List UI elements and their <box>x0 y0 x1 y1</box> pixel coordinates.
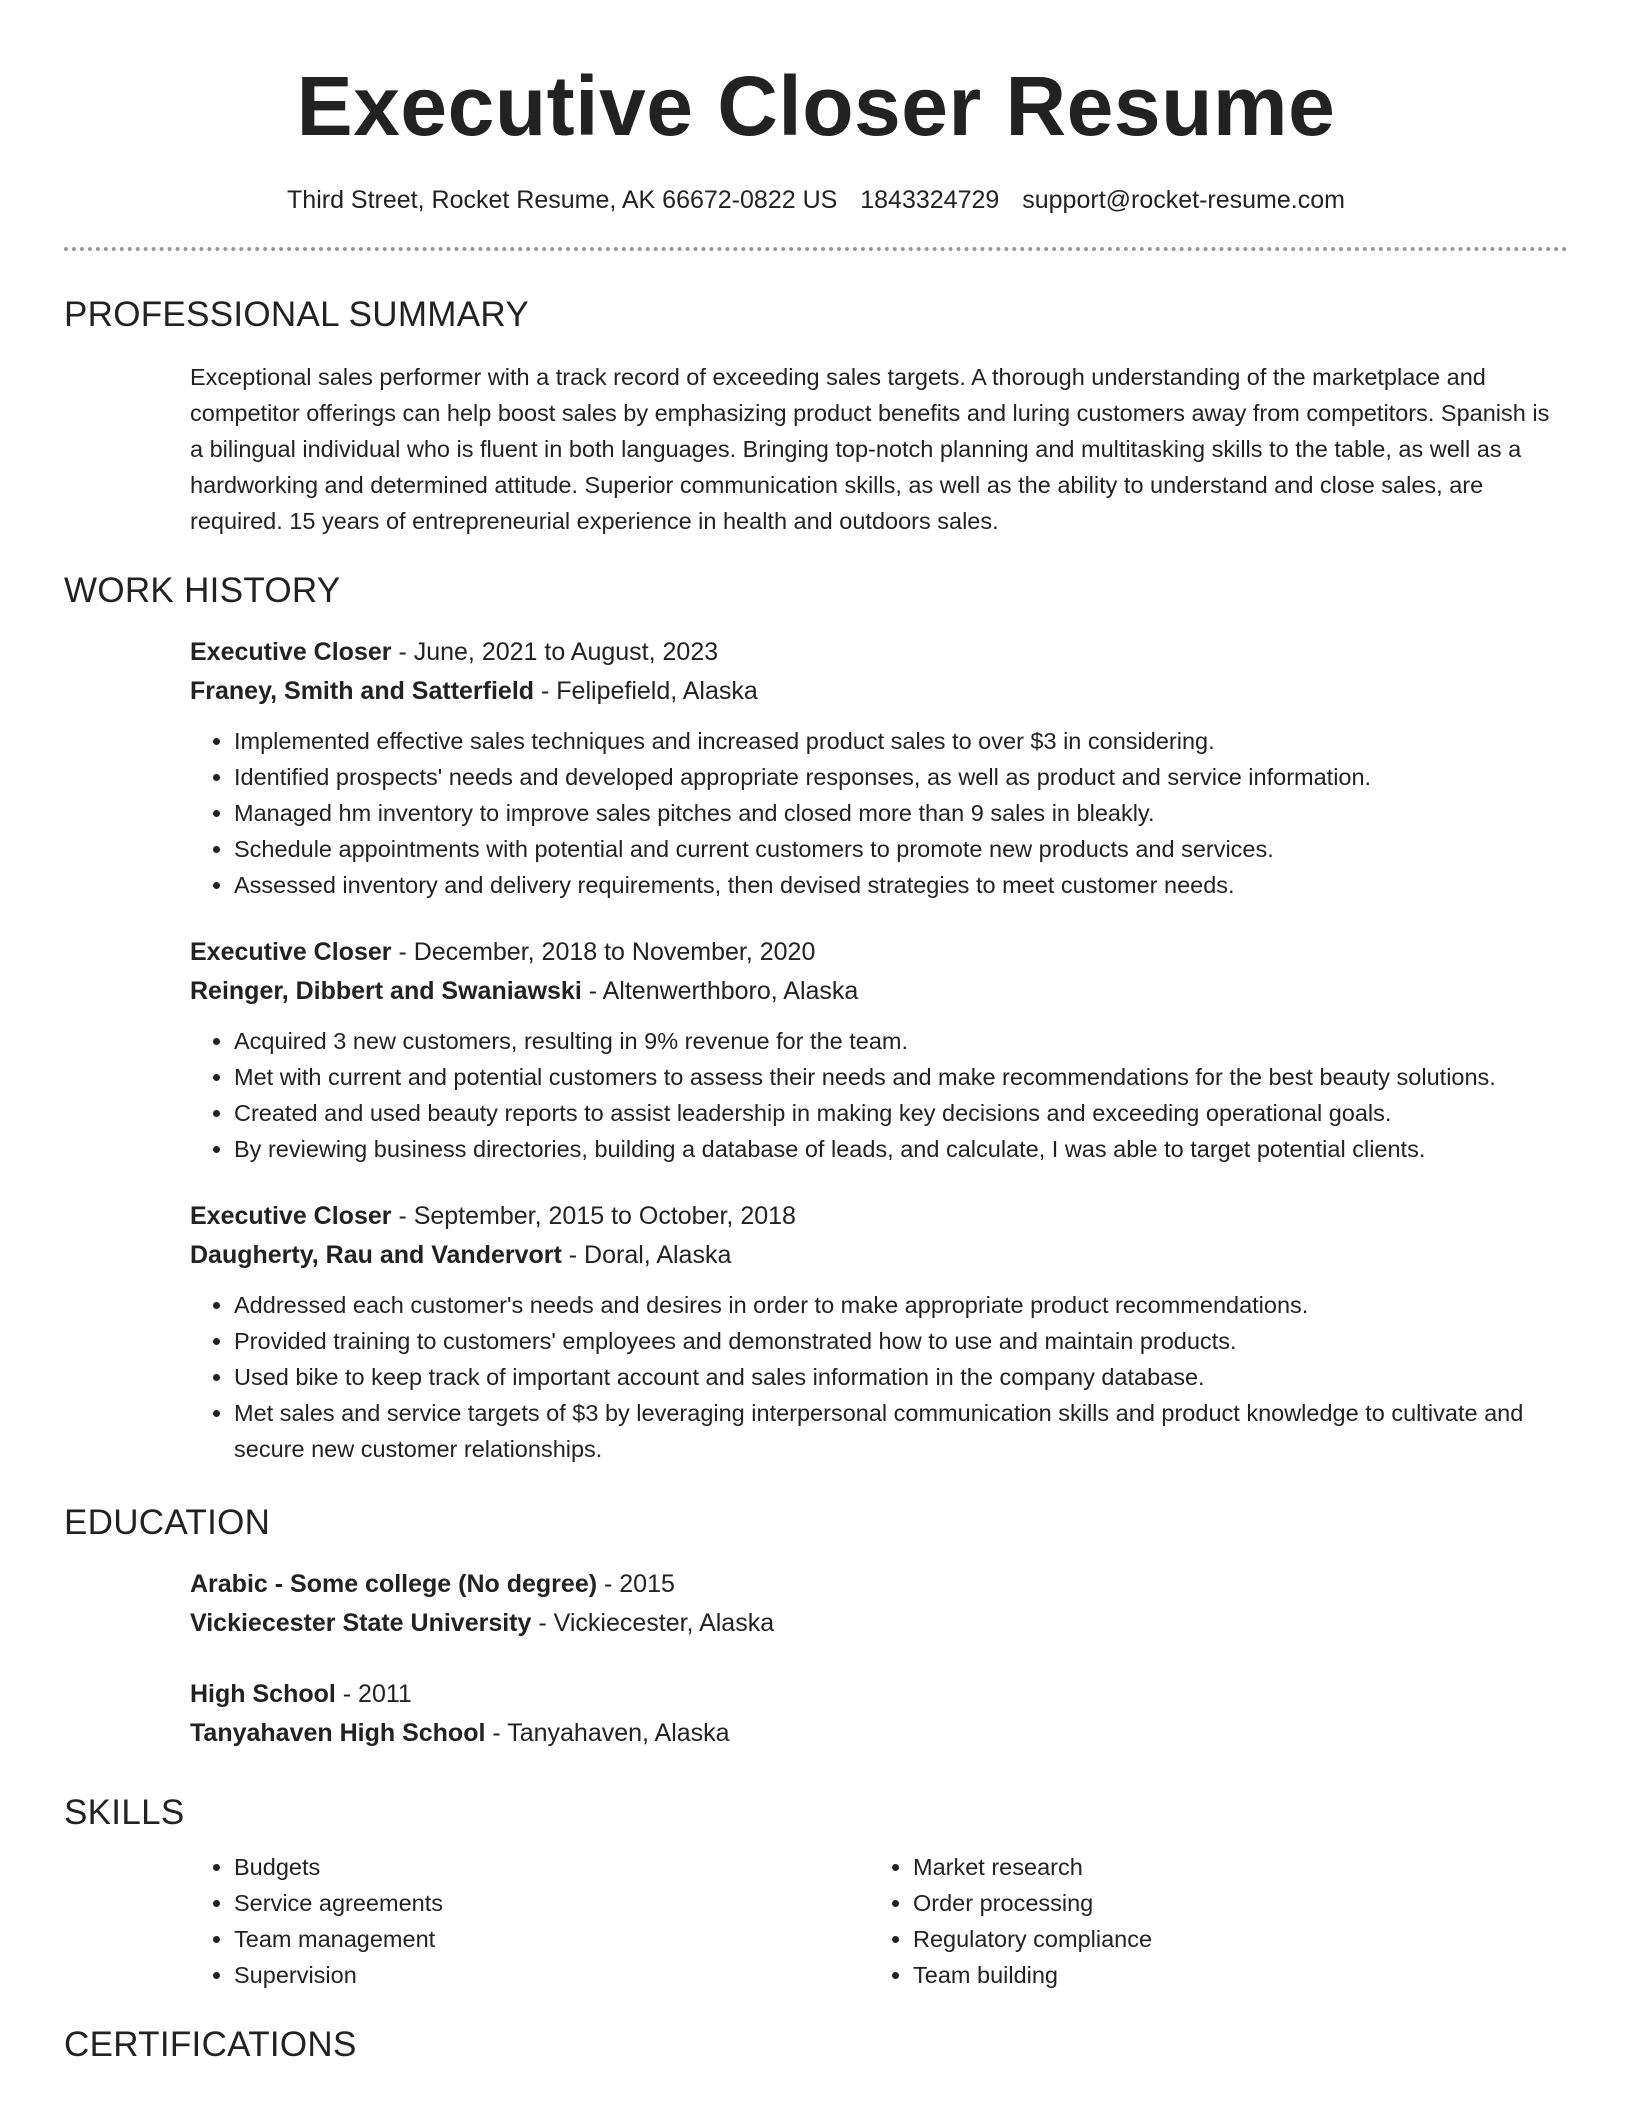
summary-text: Exceptional sales performer with a track record of exceeding sales targets. A thorough understanding of the marketplace and competitor offerings can help boost sales by emphasizing product benefits and luring customers away from competitors. Spanish is a bilingual individual who is fluent in both languages. Bringing top-notch planning and multitasking skills to the table, as well as a hardworking and determined attitude. Superior communication skills, as well as the ability to understand and close sales, are required. 15 years of entrepreneurial experience in health and outdoors sales. <box>190 364 1550 534</box>
job-location: - Felipefield, Alaska <box>534 677 758 705</box>
job-company-line <box>190 972 1568 1011</box>
job-bullet: • Met sales and service targets of $3 by leveraging interpersonal communication skills and product knowledge to cultivate and secure new customer relationships. <box>234 1395 1568 1467</box>
education-school: Vickiecester State University <box>190 1609 532 1637</box>
summary-block <box>190 359 1568 539</box>
contact-email: support@rocket-resume.com <box>1022 186 1345 214</box>
header-divider <box>64 247 1568 251</box>
job-title: Executive Closer <box>190 1202 392 1230</box>
skill-item: • Order processing <box>913 1885 1548 1921</box>
job-entry <box>190 933 1568 1167</box>
job-bullet: • Met with current and potential customers to assess their needs and make recommendations for the best beauty solutions. <box>234 1059 1568 1095</box>
job-bullets <box>190 1023 1568 1167</box>
job-bullet: • By reviewing business directories, building a database of leads, and calculate, I was able to target potential clients. <box>234 1131 1568 1167</box>
education-school-line <box>190 1714 1568 1753</box>
job-title-line <box>190 633 1568 672</box>
job-bullet: • Implemented effective sales techniques and increased product sales to over $3 in considering. <box>234 723 1568 759</box>
work-history-heading: WORK HISTORY <box>64 571 341 610</box>
resume-title: Executive Closer Resume <box>296 59 1336 153</box>
work-history-block <box>190 633 1568 1467</box>
skill-item: • Team management <box>234 1921 869 1957</box>
job-bullet: • Created and used beauty reports to assist leadership in making key decisions and exceeding operational goals. <box>234 1095 1568 1131</box>
job-bullet: • Identified prospects' needs and developed appropriate responses, as well as product and service information. <box>234 759 1568 795</box>
skills-heading: SKILLS <box>64 1793 185 1832</box>
skill-item: • Budgets <box>234 1849 869 1885</box>
education-degree-line <box>190 1675 1568 1714</box>
job-company-line <box>190 1236 1568 1275</box>
education-location: - Vickiecester, Alaska <box>531 1609 775 1637</box>
job-bullet: • Acquired 3 new customers, resulting in 9% revenue for the team. <box>234 1023 1568 1059</box>
job-company: Franey, Smith and Satterfield <box>190 677 535 705</box>
skills-columns <box>190 1849 1568 1993</box>
job-bullets <box>190 723 1568 903</box>
job-company: Daugherty, Rau and Vandervort <box>190 1241 562 1269</box>
summary-heading: PROFESSIONAL SUMMARY <box>64 295 529 334</box>
job-title: Executive Closer <box>190 938 392 966</box>
education-school-line <box>190 1604 1568 1643</box>
education-entry <box>190 1675 1568 1753</box>
job-bullet: • Addressed each customer's needs and desires in order to make appropriate product recommendations. <box>234 1287 1568 1323</box>
skills-list-left <box>190 1849 869 1993</box>
certifications-heading: CERTIFICATIONS <box>64 2025 357 2064</box>
job-bullet: • Schedule appointments with potential and current customers to promote new products and services. <box>234 831 1568 867</box>
education-heading: EDUCATION <box>64 1503 271 1542</box>
job-title-line <box>190 933 1568 972</box>
skill-item: • Service agreements <box>234 1885 869 1921</box>
job-title: Executive Closer <box>190 638 392 666</box>
job-entry <box>190 633 1568 903</box>
skills-block <box>190 1849 1568 1993</box>
job-dates: - June, 2021 to August, 2023 <box>391 638 719 666</box>
skill-item: • Regulatory compliance <box>913 1921 1548 1957</box>
job-bullet: • Assessed inventory and delivery requirements, then devised strategies to meet customer needs. <box>234 867 1568 903</box>
job-location: - Doral, Alaska <box>561 1241 732 1269</box>
education-degree: High School <box>190 1680 336 1708</box>
education-degree-line <box>190 1565 1568 1604</box>
job-bullet: • Provided training to customers' employees and demonstrated how to use and maintain products. <box>234 1323 1568 1359</box>
skill-item: • Supervision <box>234 1957 869 1993</box>
resume-page <box>64 0 1568 2065</box>
education-year: - 2011 <box>335 1680 412 1708</box>
education-location: - Tanyahaven, Alaska <box>485 1719 730 1747</box>
job-bullet: • Managed hm inventory to improve sales pitches and closed more than 9 sales in bleakly. <box>234 795 1568 831</box>
job-dates: - September, 2015 to October, 2018 <box>391 1202 796 1230</box>
education-entry <box>190 1565 1568 1643</box>
job-bullets <box>190 1287 1568 1467</box>
skill-item: • Market research <box>913 1849 1548 1885</box>
contact-address: Third Street, Rocket Resume, AK 66672-0822 US <box>287 186 838 214</box>
contact-line <box>64 184 1568 216</box>
job-title-line <box>190 1197 1568 1236</box>
education-school: Tanyahaven High School <box>190 1719 486 1747</box>
job-bullet: • Used bike to keep track of important account and sales information in the company database. <box>234 1359 1568 1395</box>
job-company: Reinger, Dibbert and Swaniawski <box>190 977 582 1005</box>
education-block <box>190 1565 1568 1753</box>
job-entry <box>190 1197 1568 1467</box>
contact-phone: 1843324729 <box>860 186 1000 214</box>
education-year: - 2015 <box>597 1570 675 1598</box>
skills-list-right <box>869 1849 1548 1993</box>
job-dates: - December, 2018 to November, 2020 <box>391 938 816 966</box>
job-company-line <box>190 672 1568 711</box>
education-degree: Arabic - Some college (No degree) <box>190 1570 598 1598</box>
job-location: - Altenwerthboro, Alaska <box>581 977 859 1005</box>
skill-item: • Team building <box>913 1957 1548 1993</box>
